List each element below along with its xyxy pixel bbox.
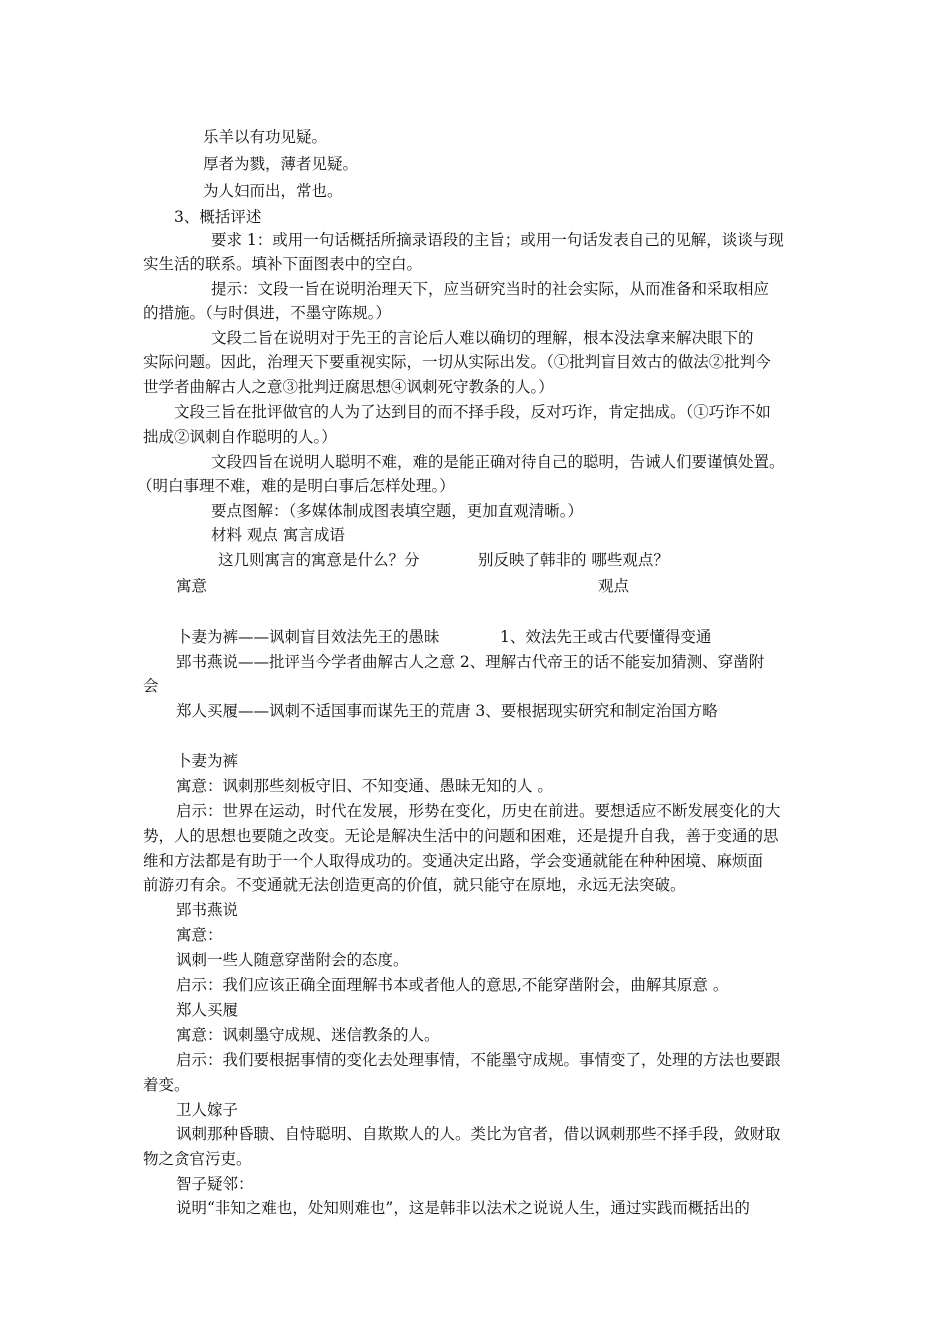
table-row-1-right: 1、效法先王或古代要懂得变通 xyxy=(500,628,712,646)
column-label-moral: 寓意 xyxy=(176,577,208,595)
hint-paragraph-1-cont: 的措施。（与时俱进，不墨守陈规。） xyxy=(143,304,392,322)
story-1-insight-cont3: 前游刃有余。不变通就无法创造更高的价值，就只能守在原地，永远无法突破。 xyxy=(143,876,686,894)
story-1-insight-cont2: 维和方法都是有助于一个人取得成功的。变通决定出路，学会变通就能在种种困境、麻烦面 xyxy=(143,852,764,870)
table-row-2: 郢书燕说——批评当今学者曲解古人之意 2、理解古代帝王的话不能妄加猜测、穿凿附 xyxy=(176,653,765,671)
story-title-5: 智子疑邻： xyxy=(176,1175,254,1193)
table-row-2-cont: 会 xyxy=(143,677,159,695)
story-1-insight-cont: 势，人的思想也要随之改变。无论是解决生活中的问题和困难，还是提升自我，善于变通的思 xyxy=(143,827,779,845)
requirement-line-1: 要求 1：或用一句话概括所摘录语段的主旨；或用一句话发表自己的见解，谈谈与现 xyxy=(211,231,784,249)
story-title-3: 郑人买履 xyxy=(176,1001,239,1019)
story-3-insight: 启示：我们要根据事情的变化去处理事情，不能墨守成规。事情变了，处理的方法也要跟 xyxy=(176,1051,781,1069)
hint-paragraph-2-cont: 实际问题。因此，治理天下要重视实际，一切从实际出发。（①批判盲目效古的做法②批判今 xyxy=(143,353,771,371)
example-line-1: 乐羊以有功见疑。 xyxy=(203,128,328,146)
hint-paragraph-4: 文段四旨在说明人聪明不难，难的是能正确对待自己的聪明，告诫人们要谨慎处置。 xyxy=(211,453,785,471)
hint-paragraph-2-cont2: 世学者曲解古人之意③批判迂腐思想④讽刺死守教条的人。） xyxy=(143,378,554,396)
story-title-2: 郢书燕说 xyxy=(176,901,239,919)
story-2-moral: 讽刺一些人随意穿凿附会的态度。 xyxy=(176,951,409,969)
story-1-insight: 启示：世界在运动，时代在发展，形势在变化，历史在前进。要想适应不断发展变化的大 xyxy=(176,802,781,820)
hint-paragraph-4-cont: （明白事理不难，难的是明白事后怎样处理。） xyxy=(137,477,455,495)
table-row-3: 郑人买履——讽刺不适国事而谋先王的荒唐 3、要根据现实研究和制定治国方略 xyxy=(176,702,718,720)
example-line-2: 厚者为戮，薄者见疑。 xyxy=(203,155,359,173)
story-2-insight: 启示：我们应该正确全面理解书本或者他人的意思,不能穿凿附会，曲解其原意 。 xyxy=(176,976,729,994)
hint-paragraph-3: 文段三旨在批评做官的人为了达到目的而不择手段，反对巧诈，肯定拙成。（①巧诈不如 xyxy=(174,403,771,421)
story-3-moral: 寓意：讽刺墨守成规、迷信教条的人。 xyxy=(176,1026,440,1044)
diagram-note: 要点图解：（多媒体制成图表填空题，更加直观清晰。） xyxy=(211,502,584,520)
story-title-4: 卫人嫁子 xyxy=(176,1101,239,1119)
table-row-1-left: 卜妻为裤——讽刺盲目效法先王的愚昧 xyxy=(176,628,440,646)
section-heading: 3、概括评述 xyxy=(174,208,262,226)
hint-paragraph-2: 文段二旨在说明对于先王的言论后人难以确切的理解，根本没法拿来解决眼下的 xyxy=(211,329,754,347)
requirement-line-2: 实生活的联系。填补下面图表中的空白。 xyxy=(143,255,423,273)
example-line-3: 为人妇而出，常也。 xyxy=(203,182,343,200)
column-label-viewpoint: 观点 xyxy=(598,577,630,595)
question-part-2: 别反映了韩非的 哪些观点？ xyxy=(478,551,669,569)
hint-paragraph-1: 提示：文段一旨在说明治理天下，应当研究当时的社会实际，从而准备和采取相应 xyxy=(211,280,770,298)
story-2-moral-label: 寓意： xyxy=(176,926,223,944)
story-4-text-cont: 物之贪官污吏。 xyxy=(143,1150,252,1168)
story-1-moral: 寓意：讽刺那些刻板守旧、不知变通、愚昧无知的人 。 xyxy=(176,777,553,795)
hint-paragraph-3-cont: 拙成②讽刺自作聪明的人。） xyxy=(143,428,337,446)
material-line: 材料 观点 寓言成语 xyxy=(211,526,345,544)
story-4-text: 讽刺那种昏聩、自恃聪明、自欺欺人的人。类比为官者，借以讽刺那些不择手段，敛财取 xyxy=(176,1125,781,1143)
story-title-1: 卜妻为裤 xyxy=(176,752,239,770)
question-part-1: 这几则寓言的寓意是什么？分 xyxy=(218,551,420,569)
story-3-insight-cont: 着变。 xyxy=(143,1076,190,1094)
story-5-text: 说明“非知之难也，处知则难也”，这是韩非以法术之说说人生，通过实践而概括出的 xyxy=(176,1199,750,1217)
